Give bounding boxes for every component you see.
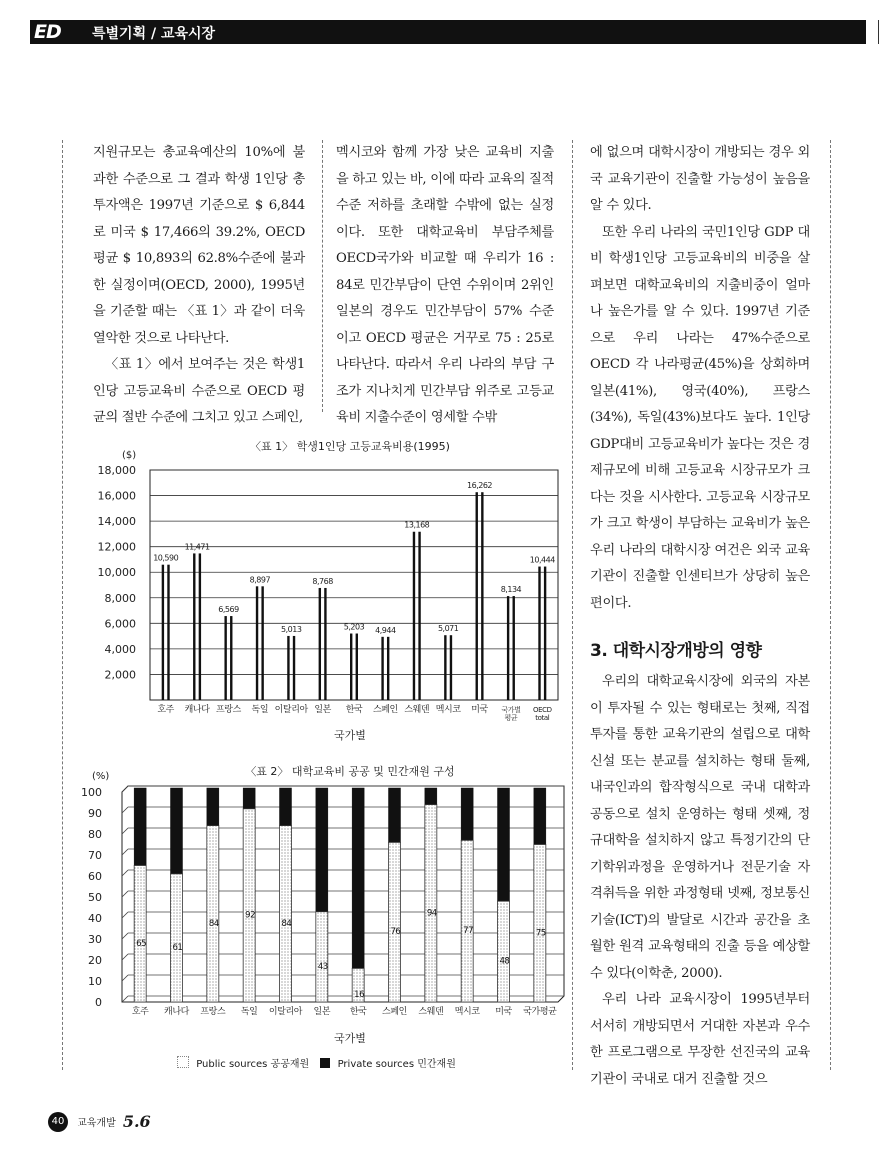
data-label: 6,569: [218, 605, 239, 615]
legend-swatch-private: [320, 1058, 330, 1068]
data-label: 5,203: [343, 622, 365, 632]
y-tick-label: 2,000: [104, 668, 136, 682]
bar-private: [534, 788, 546, 845]
bar-private: [352, 788, 364, 968]
x-tick-label: 스웨덴: [404, 705, 430, 715]
x-tick-label: 평균: [504, 714, 518, 722]
legend-label-public: Public sources 공공재원: [196, 1059, 310, 1070]
y-tick-label: 4,000: [104, 642, 136, 656]
x-tick-label: 국가별: [501, 706, 521, 714]
bar: [444, 635, 446, 700]
chart1-title: 〈표 1〉 학생1인당 고등교육비용(1995): [250, 440, 450, 453]
bar-public: [534, 845, 546, 1003]
data-label: 10,444: [529, 555, 555, 565]
y-tick-label: 50: [88, 891, 102, 904]
data-label: 11,471: [184, 542, 210, 552]
y-tick-label: 100: [81, 786, 102, 799]
paragraph: 멕시코와 함께 가장 낮은 교육비 지출을 하고 있는 바, 이에 따라 교육의 질적 수준 저하를 초래할 수밖에 없는 실정이다. 또한 대학교육비 부담주체를 OECD국가와 비교할 때 우리가 16 : 84로 민간부담이 단연 수위이며 2위인 일본의 경우도 민간부담이 57% 수준이고 OECD 평균은 거꾸로 75 : 25로 나타난다. 따라서 우리 나라의 부담 구조가 지나치게 민간부담 위주로 고등교육비 지출수준이 영세할 수밖: [336, 145, 554, 425]
bar-private: [389, 788, 401, 842]
x-tick-label: 미국: [495, 1007, 512, 1017]
y-tick-label: 12,000: [97, 540, 136, 554]
data-label: 84: [281, 918, 292, 929]
y-tick-label: 60: [88, 870, 102, 883]
data-label: 16: [354, 990, 364, 1001]
paragraph: 우리의 대학교육시장에 외국의 자본이 투자될 수 있는 형태로는 첫째, 직접투자를 통한 교육기관의 설립으로 대학신설 또는 분교를 설치하는 형태 둘째, 내국인과의 합작형식으로 국내 대학과 공동으로 설치 운영하는 형태 셋째, 정규대학을 설치하지 않고 특정기간의 단기학위과정을 운영하거나 전문기술 자격취득을 위한 과정형태 넷째, 정보통신기술(ICT)의 발달로 시간과 공간을 초월한 원격 교육형태의 진출 등을 예상할 수 있다(이학춘, 2000).: [590, 674, 810, 981]
paragraph: 에 없으며 대학시장이 개방되는 경우 외국 교육기관이 진출할 가능성이 높음을 알 수 있다.: [590, 145, 810, 213]
bar: [193, 553, 195, 700]
y-tick-label: 0: [95, 996, 102, 1009]
bar: [387, 637, 389, 700]
bar: [538, 567, 540, 700]
y-tick-label: 10: [88, 975, 102, 988]
y-tick-label: 14,000: [97, 515, 136, 529]
bar-public: [461, 840, 473, 1002]
x-tick-label: 일본: [313, 1007, 331, 1017]
page-footer: [48, 1111, 151, 1132]
bar: [476, 492, 478, 700]
x-tick-label: 미국: [471, 705, 488, 715]
bar-public: [389, 842, 401, 1002]
bar-private: [280, 788, 292, 826]
chart1-bar-chart: [80, 460, 570, 722]
bar: [513, 596, 515, 700]
x-tick-label: 이탈리아: [268, 1007, 303, 1017]
data-label: 5,071: [437, 624, 459, 634]
chart2-xlabel: 국가별: [334, 1032, 366, 1045]
paragraph: 또한 우리 나라의 국민1인당 GDP 대비 학생1인당 고등교육비의 비중을 살펴보면 대학교육비의 지출비중이 얼마나 높은가를 알 수 있다. 1997년 기준으로 우리 나라는 47%수준으로 OECD 각 나라평균(45%)을 상회하며 일본(41%), 영국(40%), 프랑스(34%), 독일(43%)보다도 높다. 1인당 GDP대비 고등교육비가 높다는 것은 경제규모에 비해 고등교육 시장규모가 크다는 것을 시사한다. 고등교육 시장규모가 크고 학생이 부담하는 교육비가 높은 우리 나라의 대학시장 여건은 외국 교육기관이 진출할 인센티브가 상당히 높은 편이다.: [590, 224, 810, 611]
bar-public: [280, 826, 292, 1002]
data-label: 92: [245, 910, 255, 921]
data-label: 61: [172, 942, 183, 953]
data-label: 48: [499, 956, 510, 967]
column-rule: [322, 140, 323, 412]
bar: [507, 596, 509, 700]
data-label: 16,262: [467, 481, 493, 491]
data-label: 76: [390, 927, 401, 938]
bar-private: [498, 788, 510, 901]
data-label: 8,134: [500, 585, 522, 595]
y-tick-label: 30: [88, 933, 102, 946]
corner-mark: [878, 20, 879, 44]
bar: [293, 636, 295, 700]
x-tick-label: 캐나다: [184, 705, 210, 715]
bar-private: [171, 788, 183, 874]
bar: [381, 637, 383, 700]
paragraph: 우리 나라 교육시장이 1995년부터 서서히 개방되면서 거대한 자본과 우수한 프로그램으로 무장한 선진국의 교육기관이 국내로 대거 진출할 것으: [590, 992, 810, 1087]
x-tick-label: 국가평균: [523, 1007, 557, 1017]
chart2-legend: [175, 1055, 456, 1070]
paragraph: 〈표 1〉에서 보여주는 것은 학생1인당 고등교육비 수준으로 OECD 평균의 절반 수준에 그치고 있고 스페인,: [93, 357, 305, 425]
data-label: 43: [317, 961, 328, 972]
paragraph: 지원규모는 총교육예산의 10%에 불과한 수준으로 그 결과 학생 1인당 총투자액은 1997년 기준으로 $ 6,844로 미국 $ 17,466의 39.2%, OECD 평균 $ 10,893의 62.8%수준에 불과한 실정이며(OECD, 2000), 1995년을 기준할 때는 〈표 1〉과 같이 더욱 열악한 것으로 나타난다.: [93, 145, 305, 346]
y-tick-label: 90: [88, 807, 102, 820]
bar: [450, 635, 452, 700]
bar: [544, 567, 546, 700]
bar-public: [425, 805, 437, 1002]
x-tick-label: 캐나다: [164, 1007, 189, 1017]
y-tick-label: 10,000: [97, 566, 136, 580]
bar: [324, 588, 326, 700]
x-tick-label: 멕시코: [435, 705, 461, 715]
bar: [350, 634, 352, 700]
x-tick-label: 독일: [240, 1007, 258, 1017]
bar-public: [207, 826, 219, 1002]
bar: [481, 492, 483, 700]
x-tick-label: 스웨덴: [418, 1007, 444, 1017]
x-tick-label: 스페인: [372, 705, 398, 715]
chart2-stacked-bar-chart: [80, 780, 570, 1025]
page-number: 40: [48, 1112, 68, 1132]
y-tick-label: 18,000: [97, 464, 136, 477]
data-label: 8,768: [312, 576, 333, 586]
data-label: 4,944: [375, 625, 396, 635]
y-tick-label: 8,000: [104, 591, 136, 605]
bar-private: [425, 788, 437, 805]
data-label: 5,013: [281, 624, 302, 634]
bar: [230, 616, 232, 700]
bar: [287, 636, 289, 700]
text-column-1: [93, 140, 305, 432]
column-rule: [830, 140, 831, 1070]
data-label: 13,168: [404, 520, 430, 530]
bar-public: [171, 874, 183, 1002]
x-tick-label: 멕시코: [454, 1007, 480, 1017]
x-tick-label: total: [535, 714, 550, 722]
issue-number: 5.6: [122, 1112, 151, 1131]
x-tick-label: 일본: [314, 705, 331, 715]
text-column-3: [590, 140, 810, 1093]
section-header-bar: [30, 20, 866, 44]
bar: [199, 553, 201, 700]
column-rule: [572, 140, 573, 1070]
text-column-2: [336, 140, 554, 432]
column-rule: [62, 140, 63, 1070]
bar: [418, 532, 420, 700]
bar-public: [498, 901, 510, 1002]
legend-swatch-public: [177, 1056, 189, 1068]
chart2-unit: (%): [92, 771, 110, 782]
magazine-name: 교육개발: [77, 1118, 116, 1129]
x-tick-label: 이탈리아: [274, 705, 308, 715]
bar: [256, 586, 258, 700]
x-tick-label: OECD: [532, 706, 552, 714]
data-label: 94: [426, 908, 437, 919]
data-label: 8,897: [249, 575, 271, 585]
x-tick-label: 스페인: [382, 1007, 407, 1017]
bar-private: [207, 788, 219, 826]
y-tick-label: 6,000: [104, 617, 136, 631]
bar-private: [243, 788, 255, 809]
bar: [224, 616, 226, 700]
x-tick-label: 프랑스: [200, 1007, 226, 1017]
section-title: 특별기획 / 교육시장: [92, 26, 216, 42]
y-tick-label: 70: [88, 849, 102, 862]
x-tick-label: 한국: [349, 1007, 367, 1017]
bar: [162, 565, 164, 700]
data-label: 75: [535, 928, 546, 939]
bar: [261, 586, 263, 700]
x-tick-label: 독일: [251, 705, 269, 715]
x-tick-label: 호주: [157, 705, 174, 715]
data-label: 65: [136, 938, 146, 949]
data-label: 84: [208, 918, 219, 929]
data-label: 10,590: [153, 553, 179, 563]
x-tick-label: 프랑스: [216, 705, 241, 715]
y-tick-label: 40: [88, 912, 102, 925]
bar: [319, 588, 321, 700]
bar: [167, 565, 169, 700]
chart1-xlabel: 국가별: [334, 729, 366, 742]
bar: [413, 532, 415, 700]
bar-public: [243, 809, 255, 1002]
bar-private: [316, 788, 328, 912]
bar-public: [316, 912, 328, 1002]
data-label: 77: [463, 926, 473, 937]
y-tick-label: 20: [88, 954, 102, 967]
bar-public: [134, 866, 146, 1003]
y-tick-label: 16,000: [97, 489, 136, 503]
bar-private: [134, 788, 146, 866]
plot-frame: [150, 470, 558, 700]
bar-private: [461, 788, 473, 840]
magazine-logo: ED: [34, 21, 61, 43]
x-tick-label: 호주: [131, 1007, 149, 1017]
section-heading: 3. 대학시장개방의 영향: [590, 641, 762, 661]
y-tick-label: 80: [88, 828, 102, 841]
bar: [356, 634, 358, 700]
legend-label-private: Private sources 민간재원: [337, 1059, 456, 1070]
chart1-unit: ($): [122, 450, 137, 461]
chart2-title: 〈표 2〉 대학교육비 공공 및 민간재원 구성: [245, 765, 455, 778]
x-tick-label: 한국: [345, 705, 363, 715]
